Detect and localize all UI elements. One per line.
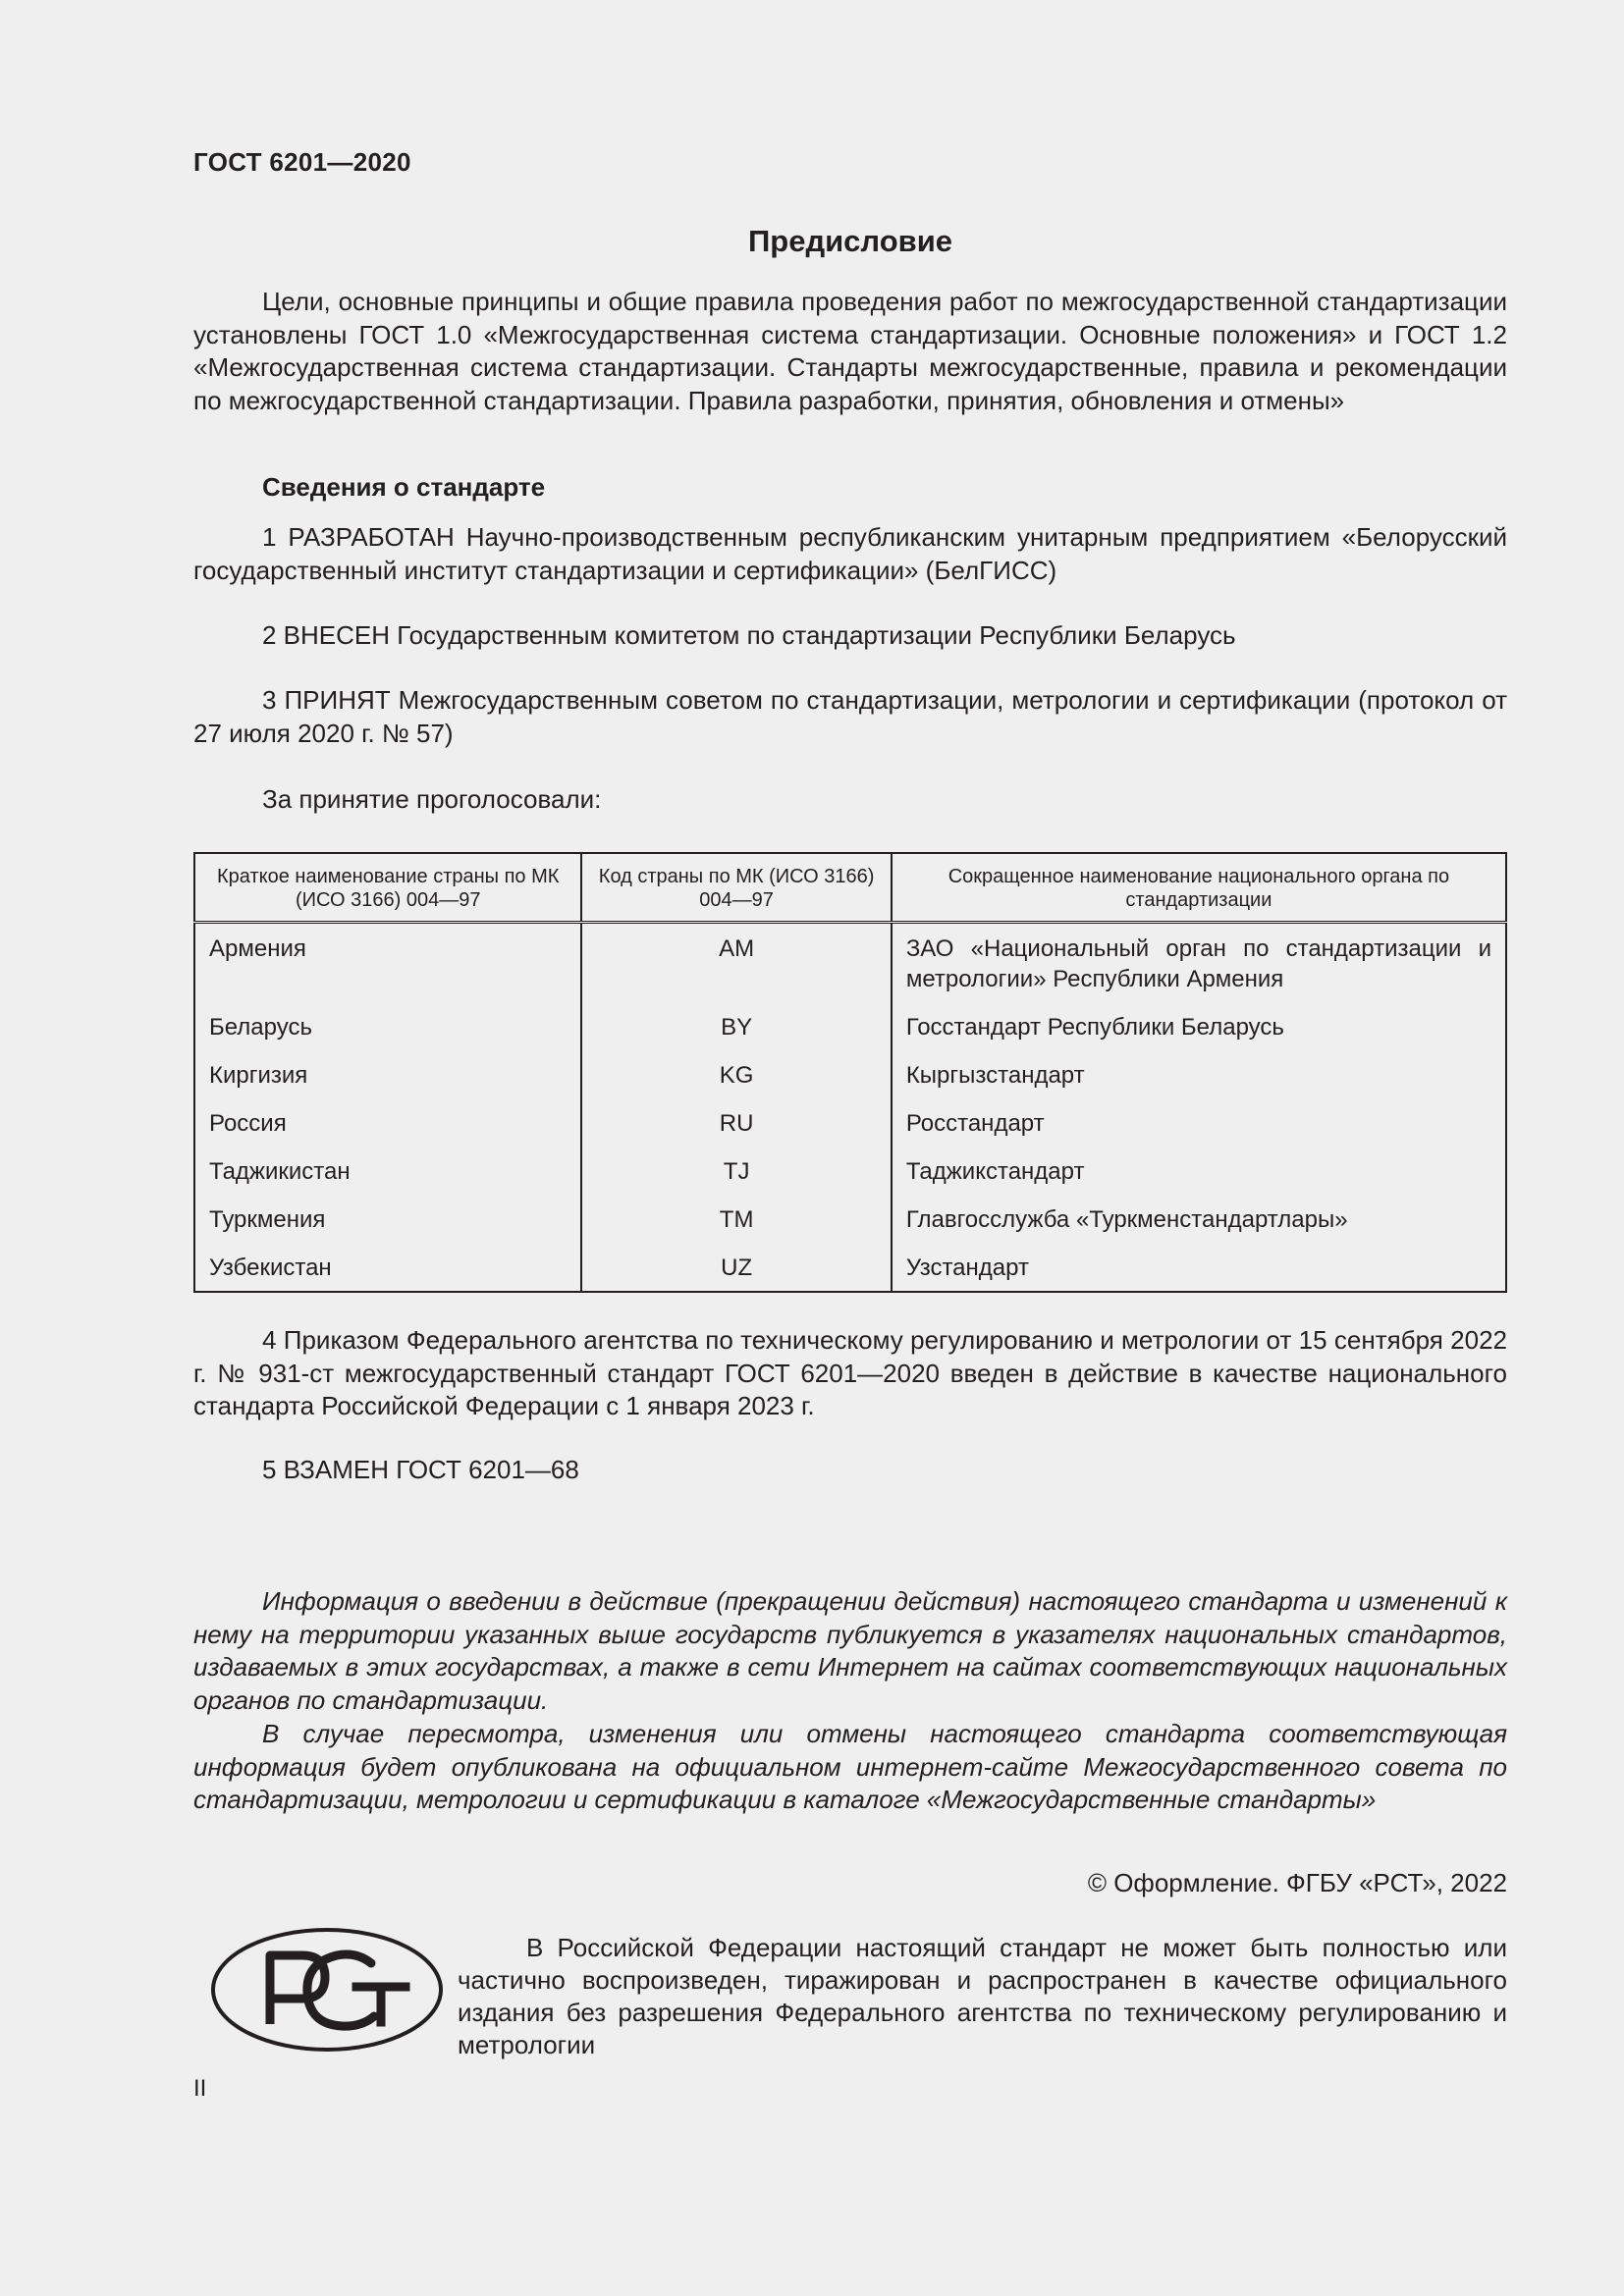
header-national-body: Сокращенное наименование национального органа по стандартизации [892, 853, 1506, 923]
cell-org: Госстандарт Республики Беларусь [892, 994, 1506, 1042]
info-notice-paragraph-1: Информация о введении в действие (прекращении действия) настоящего стандарта и изменений к нему на территории указанных выше государств публикуется в указателях национальных стандартов, издаваемых в этих государствах, а также в сети Интернет на сайтах соответствующих национальных органов по стандартизации. [193, 1586, 1507, 1715]
page-number: II [193, 2075, 207, 2102]
header-country-code: Код страны по МК (ИСО 3166) 004—97 [581, 853, 891, 923]
cell-org: Главгосслужба «Туркменстандартлары» [892, 1187, 1506, 1235]
table-row [194, 1042, 1506, 1091]
header-country-name: Краткое наименование страны по МК (ИСО 3166) 004—97 [194, 853, 581, 923]
cell-org: Росстандарт [892, 1091, 1506, 1139]
cell-code: UZ [581, 1235, 891, 1292]
cell-code: AM [581, 923, 891, 995]
item-adopted: 3 ПРИНЯТ Межгосударственным советом по стандартизации, метрологии и сертификации (протокол от 27 июля 2020 г. № 57) [193, 685, 1507, 748]
copyright-line: © Оформление. ФГБУ «РСТ», 2022 [1087, 1868, 1507, 1897]
standard-code: ГОСТ 6201—2020 [193, 147, 411, 177]
voting-table [193, 852, 1507, 1293]
table-row [194, 1187, 1506, 1235]
info-notice-paragraph-2: В случае пересмотра, изменения или отмены настоящего стандарта соответствующая информация будет опубликована на официальном интернет-сайте Межгосударственного совета по стандартизации, метрологии и сертификации в каталоге «Межгосударственные стандарты» [193, 1719, 1507, 1814]
cell-country: Киргизия [194, 1042, 581, 1091]
table-row [194, 994, 1506, 1042]
cell-country: Таджикистан [194, 1139, 581, 1187]
document-page [193, 0, 1507, 2296]
item-developed: 1 РАЗРАБОТАН Научно-производственным республиканским унитарным предприятием «Белорусский государственный институт стандартизации и сертификации» (БелГИСС) [193, 522, 1507, 585]
reproduction-notice: В Российской Федерации настоящий стандарт не может быть полностью или частично воспроизведен, тиражирован и распространен в качестве официального издания без разрешения Федерального агентства по техническому регулированию и метрологии [458, 1933, 1507, 2059]
item-replaces: 5 ВЗАМЕН ГОСТ 6201—68 [262, 1455, 579, 1484]
info-heading: Сведения о стандарте [262, 472, 546, 502]
table-row [194, 923, 1506, 995]
table-row [194, 1091, 1506, 1139]
voting-table-container [193, 852, 1507, 1293]
cell-org: Таджикстандарт [892, 1139, 1506, 1187]
pct-certification-mark-icon [209, 1926, 445, 2054]
cell-code: TJ [581, 1139, 891, 1187]
item-enacted: 4 Приказом Федерального агентства по техническому регулированию и метрологии от 15 сентября 2022 г. № 931-ст межгосударственный стандарт ГОСТ 6201—2020 введен в действие в качестве национального стандарта Российской Федерации с 1 января 2023 г. [193, 1325, 1507, 1420]
cell-org: ЗАО «Национальный орган по стандартизации и метрологии» Республики Армения [892, 923, 1506, 995]
cell-org: Узстандарт [892, 1235, 1506, 1292]
cell-country: Россия [194, 1091, 581, 1139]
cell-code: KG [581, 1042, 891, 1091]
cell-country: Узбекистан [194, 1235, 581, 1292]
cell-org: Кыргызстандарт [892, 1042, 1506, 1091]
table-header-row [194, 853, 1506, 923]
table-row [194, 1139, 1506, 1187]
page-title: Предисловие [747, 224, 952, 258]
cell-country: Беларусь [194, 994, 581, 1042]
cell-country: Туркмения [194, 1187, 581, 1235]
cell-code: TM [581, 1187, 891, 1235]
cell-code: BY [581, 994, 891, 1042]
item-introduced: 2 ВНЕСЕН Государственным комитетом по стандартизации Республики Беларусь [262, 620, 1236, 650]
voted-label: За принятие проголосовали: [262, 784, 602, 814]
cell-code: RU [581, 1091, 891, 1139]
cell-country: Армения [194, 923, 581, 995]
intro-paragraph: Цели, основные принципы и общие правила проведения работ по межгосударственной стандартизации установлены ГОСТ 1.0 «Межгосударственная система стандартизации. Основные положения» и ГОСТ 1.2 «Межгосударственная система стандартизации. Стандарты межгосударственные, правила и рекомендации по межгосударственной стандартизации. Правила разработки, принятия, обновления и отмены» [193, 287, 1507, 415]
table-row [194, 1235, 1506, 1292]
